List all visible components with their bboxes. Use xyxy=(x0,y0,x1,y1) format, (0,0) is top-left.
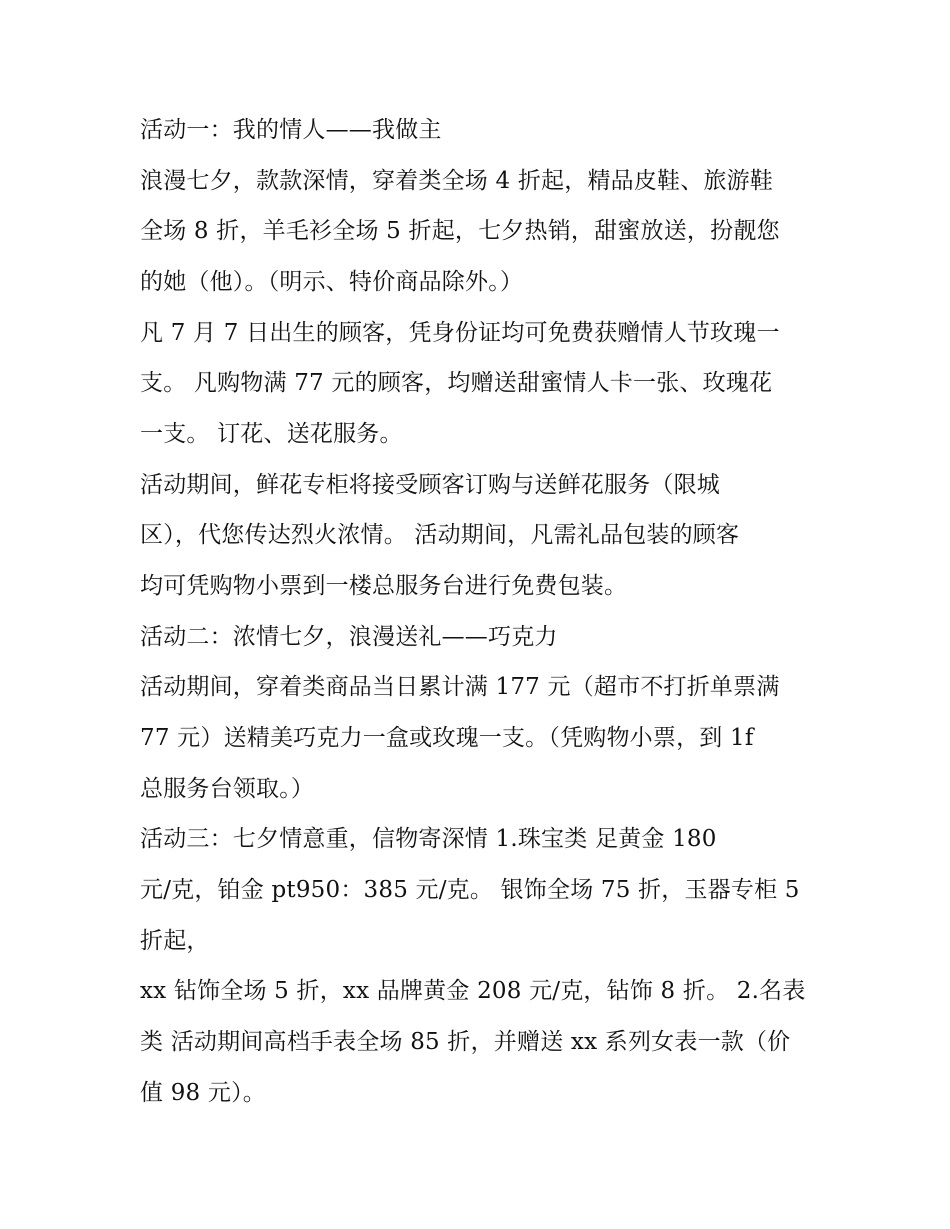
paragraph-line: 一支。 订花、送花服务。 xyxy=(140,421,403,447)
paragraph-line: 均可凭购物小票到一楼总服务台进行免费包装。 xyxy=(140,573,628,599)
paragraph-line: 折起， xyxy=(140,928,210,954)
paragraph-line: 浪漫七夕，款款深情，穿着类全场 4 折起，精品皮鞋、旅游鞋 xyxy=(140,168,774,194)
paragraph-line: 支。 凡购物满 77 元的顾客，均赠送甜蜜情人卡一张、玫瑰花 xyxy=(140,370,773,396)
paragraph-line: 活动期间，鲜花专柜将接受顾客订购与送鲜花服务（限城 xyxy=(140,472,720,498)
heading-activity-2: 活动二：浓情七夕，浪漫送礼——巧克力 xyxy=(140,624,558,650)
paragraph-line: 区），代您传达烈火浓情。 活动期间，凡需礼品包装的顾客 xyxy=(140,522,740,548)
paragraph-line: 活动期间，穿着类商品当日累计满 177 元（超市不打折单票满 xyxy=(140,674,780,700)
paragraph-line: 元/克，铂金 pt950：385 元/克。 银饰全场 75 折，玉器专柜 5 xyxy=(140,877,800,903)
paragraph-line: 凡 7 月 7 日出生的顾客，凭身份证均可免费获赠情人节玫瑰一 xyxy=(140,320,780,346)
heading-activity-3: 活动三：七夕情意重，信物寄深情 1.珠宝类 足黄金 180 xyxy=(140,826,717,852)
paragraph-line: 的她（他）。（明示、特价商品除外。） xyxy=(140,269,524,295)
paragraph-line: 总服务台领取。） xyxy=(140,776,315,802)
heading-activity-1: 活动一：我的情人——我做主 xyxy=(140,117,442,143)
paragraph-line: xx 钻饰全场 5 折，xx 品牌黄金 208 元/克，钻饰 8 折。 2.名表 xyxy=(140,978,806,1004)
paragraph-line: 类 活动期间高档手表全场 85 折，并赠送 xx 系列女表一款（价 xyxy=(140,1029,791,1055)
paragraph-line: 全场 8 折，羊毛衫全场 5 折起，七夕热销，甜蜜放送，扮靓您 xyxy=(140,218,780,244)
paragraph-line: 值 98 元）。 xyxy=(140,1080,266,1106)
paragraph-line: 77 元）送精美巧克力一盒或玫瑰一支。（凭购物小票，到 1f xyxy=(140,725,754,751)
